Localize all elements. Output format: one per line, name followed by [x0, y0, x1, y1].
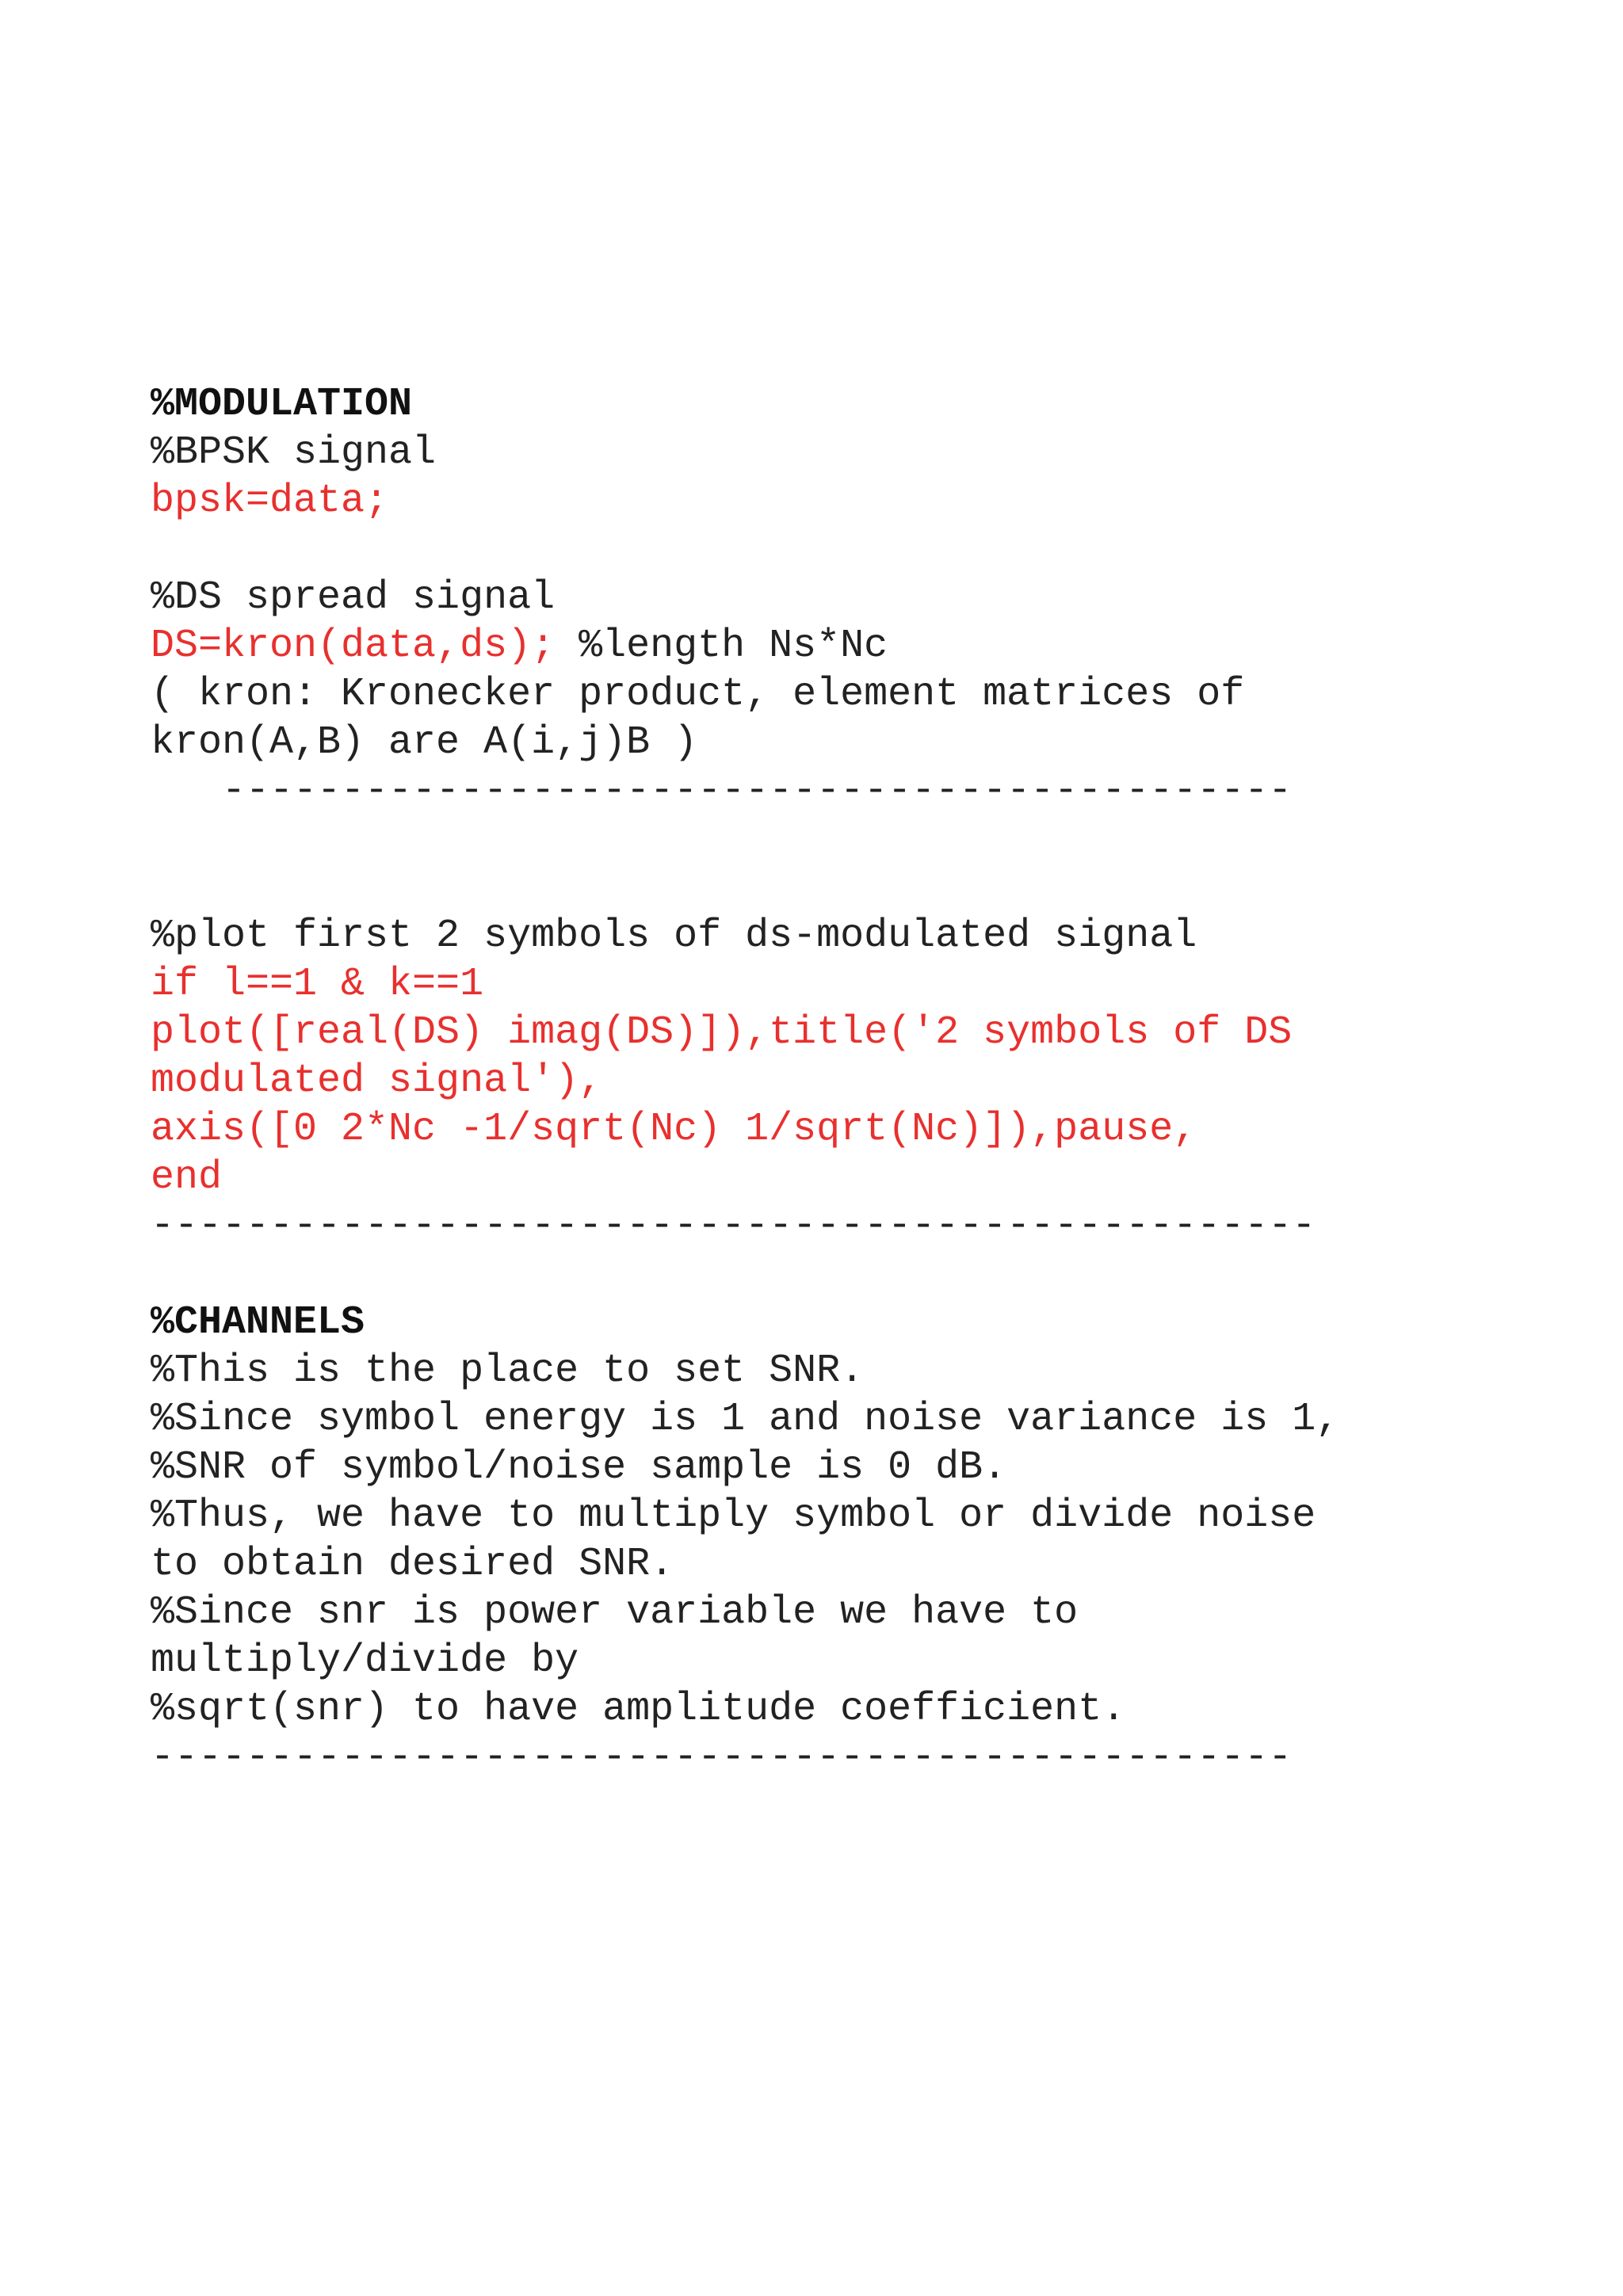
spacer [151, 1250, 1577, 1299]
channels-line: %Since snr is power variable we have to [151, 1590, 1079, 1635]
ds-code: DS=kron(data,ds); [151, 624, 556, 669]
channels-line: %Since symbol energy is 1 and noise variance is 1, [151, 1397, 1340, 1442]
channels-line: multiply/divide by [151, 1638, 579, 1684]
ds-code-line [151, 622, 1577, 670]
kron-note-2: kron(A,B) are A(i,j)B ) [151, 720, 698, 765]
document-page [151, 380, 1577, 1782]
channels-separator: ------------------------------------------------ [151, 1735, 1293, 1780]
plot-comment: %plot first 2 symbols of ds-modulated signal [151, 913, 1197, 959]
kron-note-1: ( kron: Kronecker product, element matrices of [151, 672, 1245, 717]
plot-separator: ------------------------------------------------- [151, 1203, 1316, 1249]
channels-line: %This is the place to set SNR. [151, 1348, 865, 1394]
channels-line: to obtain desired SNR. [151, 1542, 674, 1587]
ds-comment: %DS spread signal [151, 575, 556, 620]
bpsk-code: bpsk=data; [151, 479, 389, 524]
bpsk-comment: %BPSK signal [151, 430, 437, 475]
spacer [151, 525, 1577, 574]
spacer [151, 815, 1577, 912]
channels-line: %SNR of symbol/noise sample is 0 dB. [151, 1445, 1007, 1490]
modulation-separator: --------------------------------------------- [151, 769, 1293, 814]
channels-line: %Thus, we have to multiply symbol or divide noise [151, 1493, 1316, 1539]
channels-heading: %CHANNELS [151, 1300, 365, 1345]
plot-code-line: modulated signal'), [151, 1058, 603, 1104]
plot-code-line: axis([0 2*Nc -1/sqrt(Nc) 1/sqrt(Nc)]),pause, [151, 1107, 1197, 1152]
plot-code-line: if l==1 & k==1 [151, 962, 484, 1007]
ds-trailing-comment: %length Ns*Nc [555, 624, 888, 669]
plot-code-line: end [151, 1155, 223, 1200]
plot-code-line: plot([real(DS) imag(DS)]),title('2 symbols of DS [151, 1010, 1293, 1055]
channels-line: %sqrt(snr) to have amplitude coefficient. [151, 1687, 1126, 1732]
modulation-heading: %MODULATION [151, 382, 413, 427]
